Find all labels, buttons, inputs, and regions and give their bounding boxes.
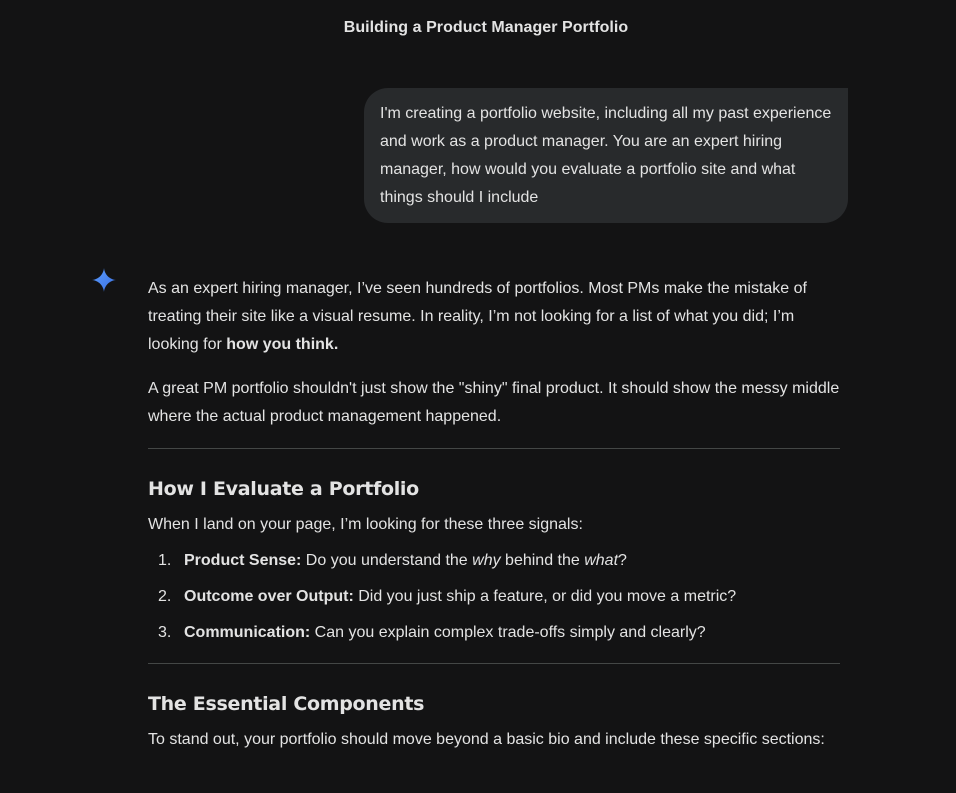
list-item-text: Do you understand the	[301, 552, 473, 569]
section-heading: How I Evaluate a Portfolio	[148, 478, 419, 500]
list-number: 2.	[158, 588, 172, 605]
conversation-title: Building a Product Manager Portfolio	[343, 19, 629, 36]
list-item	[148, 547, 840, 575]
bold-text: how you think.	[226, 336, 339, 353]
gemini-sparkle-icon	[91, 267, 117, 293]
list-item-label: Communication:	[184, 624, 311, 641]
user-message-text: I'm creating a portfolio website, including all my past experience and work as a product manager. You are an expert hiring manager, how would you evaluate a portfolio site and what things should I include	[380, 105, 832, 206]
italic-text: why	[472, 552, 501, 569]
list-item-text: Did you just ship a feature, or did you move a metric?	[353, 588, 737, 605]
list-item-text: behind the	[500, 552, 585, 569]
list-item-text: Can you explain complex trade-offs simply and clearly?	[310, 624, 706, 641]
section-intro: When I land on your page, I’m looking for these three signals:	[148, 516, 583, 533]
section-heading: The Essential Components	[148, 693, 425, 715]
assistant-response	[148, 275, 840, 754]
signals-list	[148, 547, 840, 647]
paragraph-text: As an expert hiring manager, I’ve seen hundreds of portfolios. Most PMs make the mistake of treating their site like a visual resume. In reality, I’m not looking for a list of what you did; I’m looking for	[148, 280, 807, 353]
list-number: 1.	[158, 552, 172, 569]
italic-text: what	[584, 552, 619, 569]
list-item	[148, 583, 840, 611]
section-intro: To stand out, your portfolio should move beyond a basic bio and include these specific sections:	[148, 731, 825, 748]
list-number: 3.	[158, 624, 172, 641]
user-message-bubble	[364, 88, 848, 223]
list-item-text: ?	[618, 552, 627, 569]
list-item-label: Product Sense:	[184, 552, 302, 569]
response-paragraph	[148, 275, 840, 359]
section-divider	[148, 663, 840, 664]
response-paragraph: A great PM portfolio shouldn't just show the "shiny" final product. It should show the messy middle where the actual product management happened.	[148, 380, 840, 425]
section-divider	[148, 448, 840, 449]
list-item-label: Outcome over Output:	[184, 588, 354, 605]
list-item	[148, 619, 840, 647]
